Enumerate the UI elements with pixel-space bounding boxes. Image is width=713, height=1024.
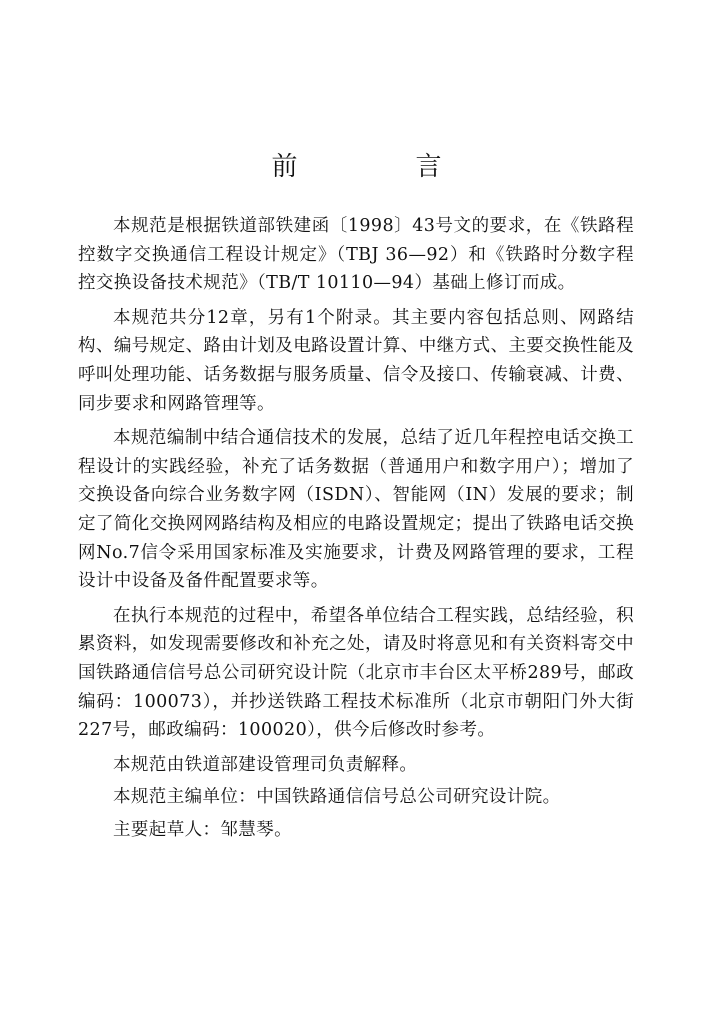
paragraph-drafter: 主要起草人：邹慧琴。 <box>113 819 292 840</box>
paragraph-feedback: 在执行本规范的过程中，希望各单位结合工程实践，总结经验，积累资料，如发现需要修改和补充之处，请及时将意见和有关资料寄交中国铁路通信信号总公司研究设计院（北京市丰台区太平桥289号，邮政编码：100073），并抄送铁路工程技术标准所（北京市朝阳门外大街227号，邮政编码：100020），供今后修改时参考。 <box>78 605 634 741</box>
paragraph-editor-unit: 本规范主编单位：中国铁路通信信号总公司研究设计院。 <box>113 787 561 808</box>
preface-body <box>78 212 634 848</box>
paragraph-contents: 本规范共分12章，另有1个附录。其主要内容包括总则、网路结构、编号规定、路由计划及电路设置计算、中继方式、主要交换性能及呼叫处理功能、话务数据与服务质量、信令及接口、传输衰减、计费、同步要求和网路管理等。 <box>78 307 634 414</box>
paragraph-revisions: 本规范编制中结合通信技术的发展，总结了近几年程控电话交换工程设计的实践经验，补充了话务数据（普通用户和数字用户）；增加了交换设备向综合业务数字网（ISDN）、智能网（IN）发展的要求；制定了简化交换网网路结构及相应的电路设置规定；提出了铁路电话交换网No.7信令采用国家标准及实施要求，计费及网路管理的要求，工程设计中设备及备件配置要求等。 <box>78 428 634 592</box>
paragraph-basis: 本规范是根据铁道部铁建函〔1998〕43号文的要求，在《铁路程控数字交换通信工程设计规定》（TBJ 36—92）和《铁路时分数字程控交换设备技术规范》（TB/T 10110—94）基础上修订而成。 <box>78 216 634 294</box>
paragraph-interpretation: 本规范由铁道部建设管理司负责解释。 <box>113 754 418 775</box>
page-title: 前 言 <box>271 152 488 182</box>
